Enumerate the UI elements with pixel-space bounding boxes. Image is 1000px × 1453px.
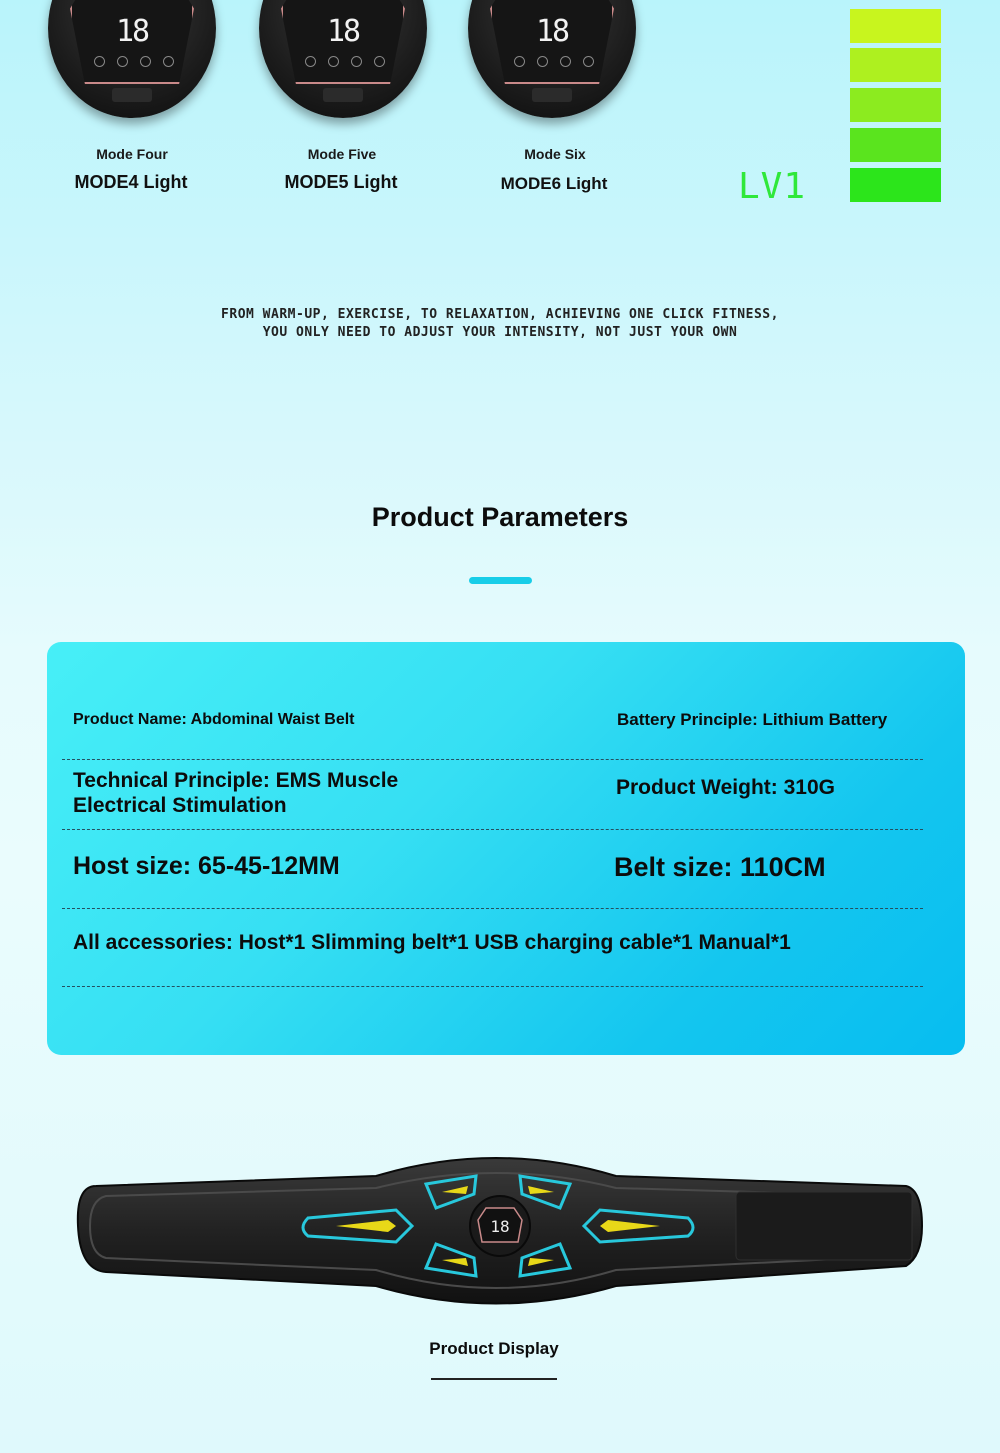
technical-principle-line-2: Electrical Stimulation (73, 794, 287, 817)
display-underline (431, 1378, 557, 1380)
parameters-card (47, 642, 965, 1055)
mode-six-label: Mode Six (524, 146, 586, 162)
divider (62, 829, 923, 830)
tagline-line-2: YOU ONLY NEED TO ADJUST YOUR INTENSITY, NOT JUST YOUR OWN (262, 325, 738, 340)
mode6-light-label: MODE6 Light (500, 174, 608, 193)
accessories: All accessories: Host*1 Slimming belt*1 USB charging cable*1 Manual*1 (73, 931, 791, 954)
controller-device-mode6 (468, 0, 636, 118)
tagline-line-1: FROM WARM-UP, EXERCISE, TO RELAXATION, ACHIEVING ONE CLICK FITNESS, (221, 307, 779, 322)
power-button (112, 88, 152, 102)
belt-illustration (76, 1146, 924, 1314)
level-bar-5 (850, 9, 941, 43)
intensity-dots (94, 56, 174, 68)
controller-device-mode4 (48, 0, 216, 118)
belt-size: Belt size: 110CM (614, 852, 826, 882)
belt-product-image (76, 1146, 924, 1314)
divider (62, 759, 923, 760)
power-button (323, 88, 363, 102)
battery-principle: Battery Principle: Lithium Battery (617, 710, 888, 729)
mode4-light-label: MODE4 Light (74, 172, 188, 192)
intensity-dots (514, 56, 594, 68)
device-digits: 18 (326, 14, 360, 49)
divider (62, 908, 923, 909)
mode5-light-label: MODE5 Light (284, 172, 398, 192)
mode-four-label: Mode Four (96, 146, 168, 162)
technical-principle-line-1: Technical Principle: EMS Muscle (73, 769, 399, 792)
product-name: Product Name: Abdominal Waist Belt (73, 711, 355, 728)
intensity-dots (305, 56, 385, 68)
divider (62, 986, 923, 987)
power-button (532, 88, 572, 102)
parameters-title: Product Parameters (371, 502, 629, 532)
level-bar-3 (850, 88, 941, 122)
level-label: LV1 (738, 166, 807, 207)
device-digits: 18 (115, 14, 149, 49)
level-bar-2 (850, 128, 941, 162)
mode-five-label: Mode Five (307, 146, 377, 162)
product-weight: Product Weight: 310G (616, 776, 835, 799)
device-digits: 18 (535, 14, 569, 49)
title-accent-bar (469, 577, 532, 584)
controller-device-mode5 (259, 0, 427, 118)
display-title: Product Display (429, 1339, 559, 1358)
belt-controller-digits: 18 (490, 1217, 510, 1236)
level-bar-1 (850, 168, 941, 202)
level-bar-4 (850, 48, 941, 82)
host-size: Host size: 65-45-12MM (73, 852, 340, 880)
